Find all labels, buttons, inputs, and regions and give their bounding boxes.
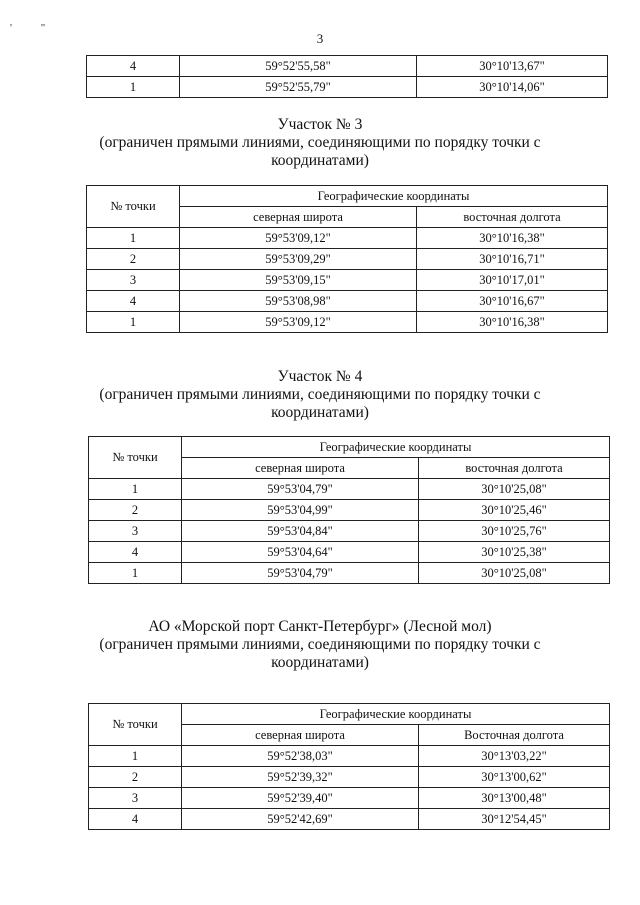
longitude-cell: 30°10'13,67" bbox=[417, 56, 608, 77]
table-row bbox=[87, 249, 608, 270]
latitude-cell: 59°53'09,12" bbox=[180, 228, 417, 249]
point-number: 1 bbox=[87, 77, 180, 98]
longitude-cell: 30°13'03,22" bbox=[419, 746, 610, 767]
longitude-cell: 30°13'00,48" bbox=[419, 788, 610, 809]
latitude-cell: 59°53'08,98" bbox=[180, 291, 417, 312]
geo-coordinates-header: Географические координаты bbox=[180, 186, 608, 207]
longitude-cell: 30°10'16,38" bbox=[417, 228, 608, 249]
table-row bbox=[89, 542, 610, 563]
longitude-cell: 30°10'16,67" bbox=[417, 291, 608, 312]
longitude-cell: 30°10'25,46" bbox=[419, 500, 610, 521]
coordinates-table bbox=[86, 185, 608, 333]
table-header-row bbox=[89, 437, 610, 458]
section-subtitle: координатами) bbox=[271, 152, 369, 169]
section-subtitle: (ограничен прямыми линиями, соединяющими по порядку точки с bbox=[99, 636, 541, 653]
table-header-row bbox=[89, 704, 610, 725]
section-subtitle: (ограничен прямыми линиями, соединяющими по порядку точки с bbox=[99, 386, 541, 403]
coordinates-table bbox=[88, 703, 610, 830]
point-number-header: № точки bbox=[89, 437, 182, 479]
table-row bbox=[87, 270, 608, 291]
table-row bbox=[89, 809, 610, 830]
longitude-cell: 30°10'25,08" bbox=[419, 479, 610, 500]
longitude-cell: 30°10'17,01" bbox=[417, 270, 608, 291]
latitude-header: северная широта bbox=[182, 725, 419, 746]
point-number: 3 bbox=[89, 788, 182, 809]
table-row bbox=[87, 312, 608, 333]
table-row bbox=[87, 291, 608, 312]
point-number: 1 bbox=[89, 746, 182, 767]
section-title: Участок № 3 bbox=[277, 116, 363, 133]
table-row bbox=[89, 479, 610, 500]
table-row bbox=[89, 500, 610, 521]
longitude-cell: 30°10'14,06" bbox=[417, 77, 608, 98]
table-row bbox=[89, 788, 610, 809]
point-number: 2 bbox=[89, 500, 182, 521]
latitude-cell: 59°53'09,29" bbox=[180, 249, 417, 270]
point-number: 3 bbox=[87, 270, 180, 291]
longitude-cell: 30°13'00,62" bbox=[419, 767, 610, 788]
section-heading bbox=[0, 368, 640, 422]
page-number: 3 bbox=[316, 31, 324, 46]
latitude-header: северная широта bbox=[182, 458, 419, 479]
point-number: 1 bbox=[87, 312, 180, 333]
table-row bbox=[87, 228, 608, 249]
table-row bbox=[89, 563, 610, 584]
point-number-header: № точки bbox=[89, 704, 182, 746]
point-number: 1 bbox=[87, 228, 180, 249]
table-row bbox=[87, 56, 608, 77]
longitude-header: Восточная долгота bbox=[419, 725, 610, 746]
margin-mark: " bbox=[40, 22, 46, 34]
geo-coordinates-header: Географические координаты bbox=[182, 437, 610, 458]
latitude-cell: 59°52'55,58" bbox=[180, 56, 417, 77]
latitude-cell: 59°52'39,40" bbox=[182, 788, 419, 809]
latitude-cell: 59°52'38,03" bbox=[182, 746, 419, 767]
point-number: 4 bbox=[89, 542, 182, 563]
section-subtitle: координатами) bbox=[271, 404, 369, 421]
latitude-header: северная широта bbox=[180, 207, 417, 228]
longitude-header: восточная долгота bbox=[419, 458, 610, 479]
longitude-cell: 30°10'16,71" bbox=[417, 249, 608, 270]
point-number: 3 bbox=[89, 521, 182, 542]
longitude-cell: 30°10'25,08" bbox=[419, 563, 610, 584]
longitude-cell: 30°10'25,76" bbox=[419, 521, 610, 542]
point-number: 2 bbox=[89, 767, 182, 788]
latitude-cell: 59°53'04,84" bbox=[182, 521, 419, 542]
latitude-cell: 59°52'39,32" bbox=[182, 767, 419, 788]
latitude-cell: 59°53'04,99" bbox=[182, 500, 419, 521]
margin-mark: ' bbox=[10, 22, 12, 34]
latitude-cell: 59°53'09,15" bbox=[180, 270, 417, 291]
point-number: 4 bbox=[87, 291, 180, 312]
coordinates-table bbox=[88, 436, 610, 584]
point-number: 4 bbox=[89, 809, 182, 830]
section-subtitle: (ограничен прямыми линиями, соединяющими по порядку точки с bbox=[99, 134, 541, 151]
longitude-cell: 30°10'25,38" bbox=[419, 542, 610, 563]
point-number: 1 bbox=[89, 479, 182, 500]
section-heading bbox=[0, 618, 640, 672]
latitude-cell: 59°53'04,79" bbox=[182, 563, 419, 584]
table-header-row bbox=[87, 186, 608, 207]
section-heading bbox=[0, 116, 640, 170]
table-row bbox=[89, 746, 610, 767]
point-number: 1 bbox=[89, 563, 182, 584]
point-number: 2 bbox=[87, 249, 180, 270]
latitude-cell: 59°53'04,79" bbox=[182, 479, 419, 500]
table-row bbox=[89, 767, 610, 788]
point-number: 4 bbox=[87, 56, 180, 77]
longitude-cell: 30°12'54,45" bbox=[419, 809, 610, 830]
table-row bbox=[87, 77, 608, 98]
latitude-cell: 59°52'55,79" bbox=[180, 77, 417, 98]
longitude-cell: 30°10'16,38" bbox=[417, 312, 608, 333]
latitude-cell: 59°53'04,64" bbox=[182, 542, 419, 563]
table-row bbox=[89, 521, 610, 542]
section-title: АО «Морской порт Санкт-Петербург» (Лесной мол) bbox=[148, 618, 492, 635]
latitude-cell: 59°53'09,12" bbox=[180, 312, 417, 333]
latitude-cell: 59°52'42,69" bbox=[182, 809, 419, 830]
point-number-header: № точки bbox=[87, 186, 180, 228]
longitude-header: восточная долгота bbox=[417, 207, 608, 228]
section-subtitle: координатами) bbox=[271, 654, 369, 671]
geo-coordinates-header: Географические координаты bbox=[182, 704, 610, 725]
top-coordinates-table bbox=[86, 55, 608, 98]
section-title: Участок № 4 bbox=[277, 368, 363, 385]
